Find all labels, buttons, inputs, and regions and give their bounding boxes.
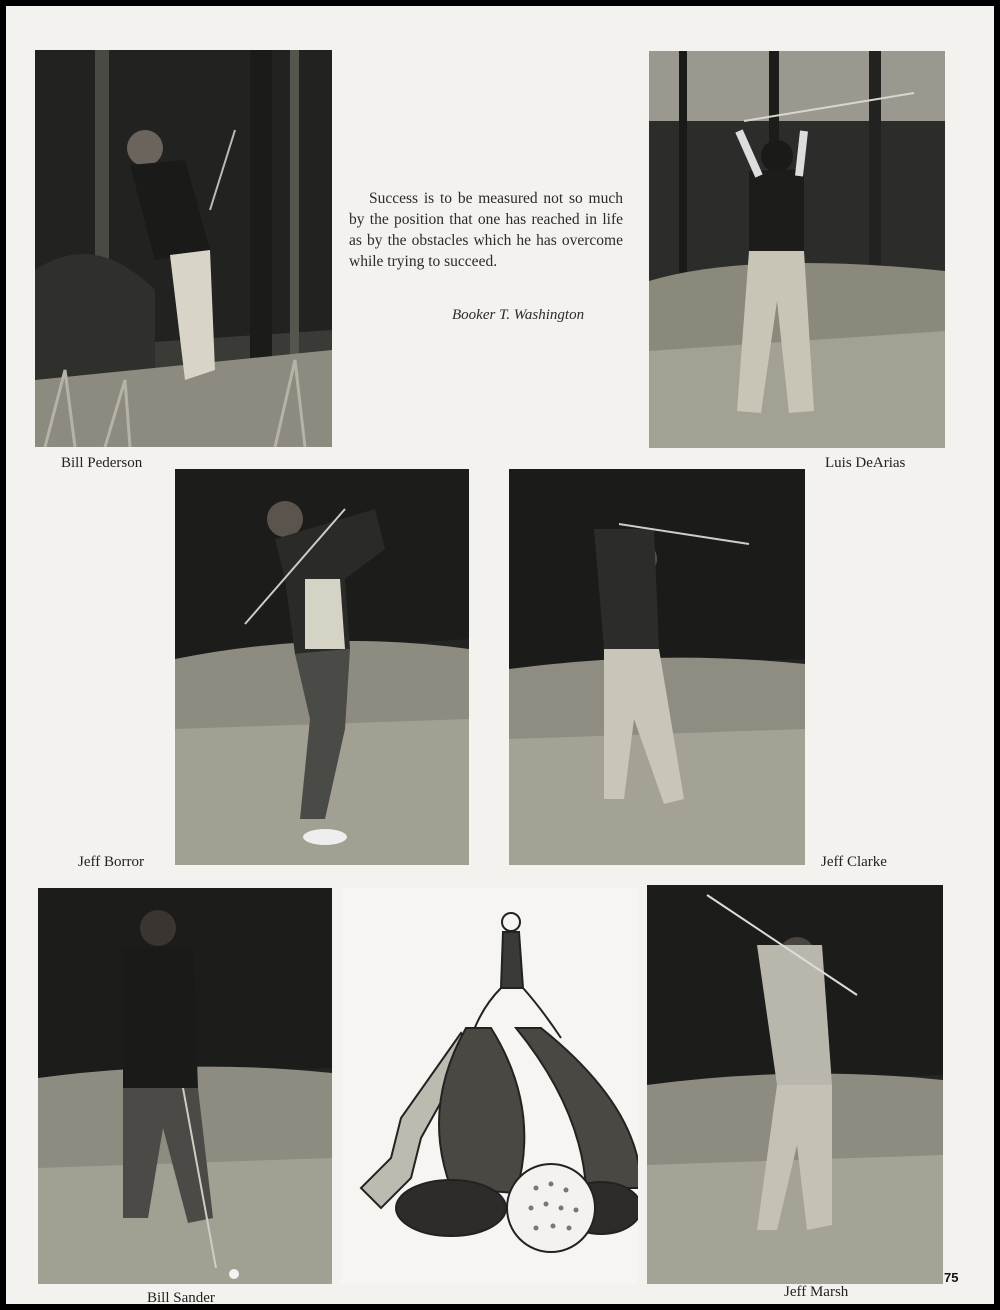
photo-luis-dearias [649,51,945,448]
golfer-caricature-drawing-icon [341,888,638,1284]
caption-jeff-borror: Jeff Borror [78,854,144,870]
photo-jeff-borror [175,469,469,865]
quote-text: Success is to be measured not so much by the position that one has reached in life as by the obstacles which he has overcome while trying to succeed. [349,190,623,270]
caption-jeff-clarke: Jeff Clarke [821,854,887,870]
caption-bill-pederson: Bill Pederson [61,455,143,471]
yearbook-page [6,6,994,1304]
photo-bill-sander [38,888,332,1284]
photo-bill-pederson [35,50,332,447]
page-number: 75 [944,1270,959,1285]
caption-bill-sander: Bill Sander [147,1290,215,1304]
caption-luis-dearias: Luis DeArias [825,455,906,471]
caption-jeff-marsh: Jeff Marsh [784,1284,849,1300]
quote-attribution: Booker T. Washington [452,307,585,323]
photo-jeff-clarke [509,469,805,865]
photo-jeff-marsh [647,885,943,1284]
